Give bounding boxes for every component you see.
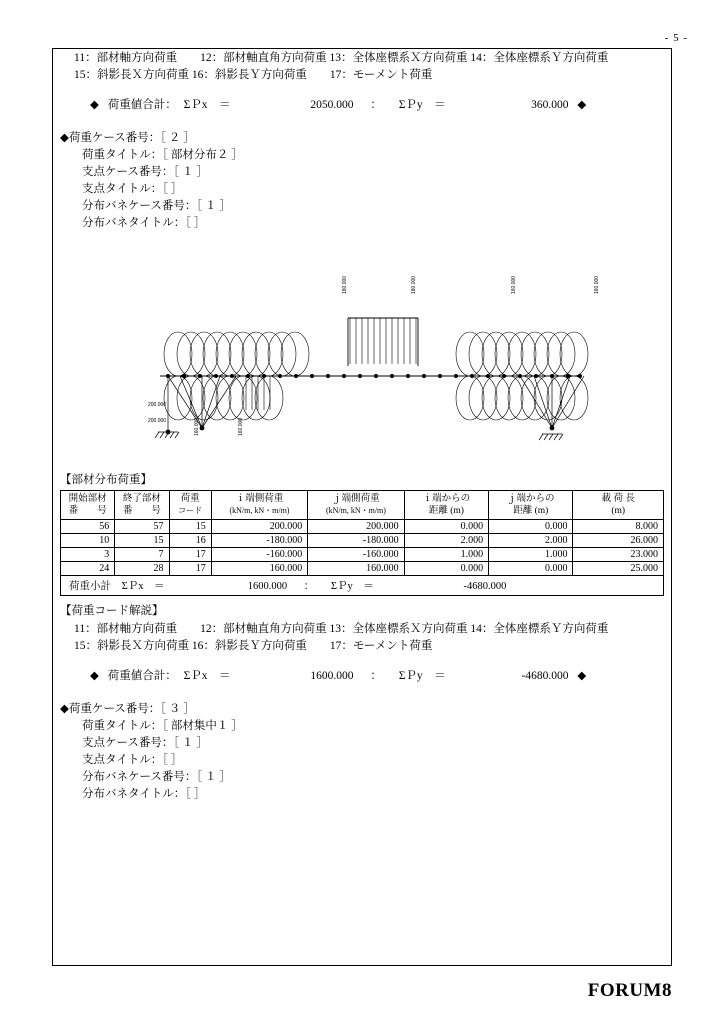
cell-load-length: 26.000 [573,534,664,548]
col-load-code: 荷重 コード [169,491,211,520]
cell-load-code: 16 [169,534,211,548]
cell-i-end-load: 200.000 [211,520,307,534]
diagram-label-3: 160.000 [594,275,600,294]
cell-i-end-load: -160.000 [211,548,307,562]
case2-row-0: 荷重タイトル：［ 部材分布２ ］ [82,149,243,161]
code-legend-line-1: 11：部材軸方向荷重 12：部材軸直角方向荷重 13：全体座標系Ｘ方向荷重 14：全体座標系Ｙ方向荷重 [74,623,609,635]
case3-row-2: 支点タイトル：［ ］ [82,754,183,766]
page-content [60,50,664,803]
case2-header: ◆荷重ケース番号：［ ２ ］ [60,132,195,144]
dist-section-title: 【部材分布荷重】 [60,474,152,486]
case3-row-1: 支点ケース番号：［ １ ］ [82,737,208,749]
col-j-end-distance: ｊ端からの 距離 (m) [489,491,573,520]
bottom-total-py-label: ΣＰy ＝ [398,670,446,682]
diagram-label-1: 180.000 [411,275,417,294]
top-legend-line-1: 11：部材軸方向荷重 12：部材軸直角方向荷重 13：全体座標系Ｘ方向荷重 14：全体座標系Ｙ方向荷重 [74,52,609,64]
col-i-end-load: ｉ端側荷重 (kN/m, kN・m/m) [211,491,307,520]
top-total-py-value: 360.000 [531,99,569,111]
table-row [61,520,664,534]
diagram-label-2: 160.000 [511,275,517,294]
diagram-label-4: 200.000 [148,402,167,408]
cell-j-end-distance: 0.000 [489,520,573,534]
subtotal-py-value: -4680.000 [463,581,507,592]
col-i-end-distance: ｉ端からの 距離 (m) [404,491,488,520]
table-row [61,548,664,562]
subtotal-label: 荷重小計 [69,581,111,592]
cell-start-member: 3 [61,548,115,562]
case2-row-2: 支点タイトル：［ ］ [82,183,183,195]
cell-i-end-load: -180.000 [211,534,307,548]
top-total-marker-left: ◆ [90,99,99,111]
diagram-label-0: 180.000 [342,275,348,294]
code-legend-title: 【荷重コード解説】 [60,605,164,617]
case2-row-3: 分布バネケース番号：［ １ ］ [82,200,231,212]
cell-load-code: 17 [169,548,211,562]
top-total-row [60,96,664,112]
top-total-separator: ： [370,99,382,111]
cell-j-end-distance: 2.000 [489,534,573,548]
subtotal-py-label: ΣＰy ＝ [330,581,374,592]
bottom-total-px-value: 1600.000 [310,670,354,682]
top-total-px-value: 2050.000 [310,99,354,111]
cell-j-end-load: 160.000 [308,562,404,576]
cell-load-length: 23.000 [573,548,664,562]
cell-load-code: 17 [169,562,211,576]
table-row [61,534,664,548]
cell-load-length: 25.000 [573,562,664,576]
top-total-px-label: ΣＰx ＝ [183,99,231,111]
cell-load-length: 8.000 [573,520,664,534]
cell-i-end-distance: 2.000 [404,534,488,548]
cell-i-end-distance: 0.000 [404,562,488,576]
top-total-py-label: ΣＰy ＝ [398,99,446,111]
bottom-total-separator: ： [370,670,382,682]
bottom-total-marker-left: ◆ [90,670,99,682]
code-legend-line-2: 15：斜影長Ｘ方向荷重 16：斜影長Ｙ方向荷重 17：モーメント荷重 [74,640,433,652]
structure-load-diagram [60,236,664,471]
cell-end-member: 28 [115,562,169,576]
bottom-total-label: 荷重値合計： [107,670,177,682]
diagram-label-5: 200.000 [148,418,167,424]
distributed-load-table [60,490,664,576]
subtotal-separator: ： [303,581,315,592]
distributed-load-subtotal [60,576,664,596]
cell-i-end-distance: 0.000 [404,520,488,534]
cell-start-member: 10 [61,534,115,548]
footer-logo: FORUM8 [587,980,672,1001]
cell-j-end-load: -180.000 [308,534,404,548]
cell-i-end-load: 160.000 [211,562,307,576]
col-j-end-load: ｊ端側荷重 (kN/m, kN・m/m) [308,491,404,520]
page-number: - 5 - [664,32,688,44]
diagram-label-7: 160.000 [238,417,244,436]
col-start-member: 開始部材 番 号 [61,491,115,520]
case2-row-1: 支点ケース番号：［ １ ］ [82,166,208,178]
cell-j-end-distance: 0.000 [489,562,573,576]
cell-end-member: 57 [115,520,169,534]
case2-row-4: 分布バネタイトル：［ ］ [82,217,206,229]
subtotal-px-label: ΣＰx ＝ [121,581,165,592]
bottom-total-px-label: ΣＰx ＝ [183,670,231,682]
case3-row-0: 荷重タイトル：［ 部材集中１ ］ [82,720,243,732]
bottom-total-row [60,667,664,683]
subtotal-px-value: 1600.000 [247,581,288,592]
bottom-total-marker-right: ◆ [577,670,587,682]
table-header-row [61,491,664,520]
top-legend-line-2: 15：斜影長Ｘ方向荷重 16：斜影長Ｙ方向荷重 17：モーメント荷重 [74,69,433,81]
table-row [61,562,664,576]
case3-row-4: 分布バネタイトル：［ ］ [82,788,206,800]
cell-j-end-load: -160.000 [308,548,404,562]
cell-end-member: 15 [115,534,169,548]
cell-i-end-distance: 1.000 [404,548,488,562]
diagram-label-6: 160.000 [194,417,200,436]
cell-end-member: 7 [115,548,169,562]
case3-row-3: 分布バネケース番号：［ １ ］ [82,771,231,783]
cell-start-member: 24 [61,562,115,576]
cell-j-end-distance: 1.000 [489,548,573,562]
cell-j-end-load: 200.000 [308,520,404,534]
col-load-length: 載 荷 長 (m) [573,491,664,520]
cell-start-member: 56 [61,520,115,534]
top-total-marker-right: ◆ [577,99,587,111]
top-total-label: 荷重値合計： [107,99,177,111]
case3-header: ◆荷重ケース番号：［ ３ ］ [60,703,195,715]
cell-load-code: 15 [169,520,211,534]
col-end-member: 終了部材 番 号 [115,491,169,520]
bottom-total-py-value: -4680.000 [521,670,569,682]
